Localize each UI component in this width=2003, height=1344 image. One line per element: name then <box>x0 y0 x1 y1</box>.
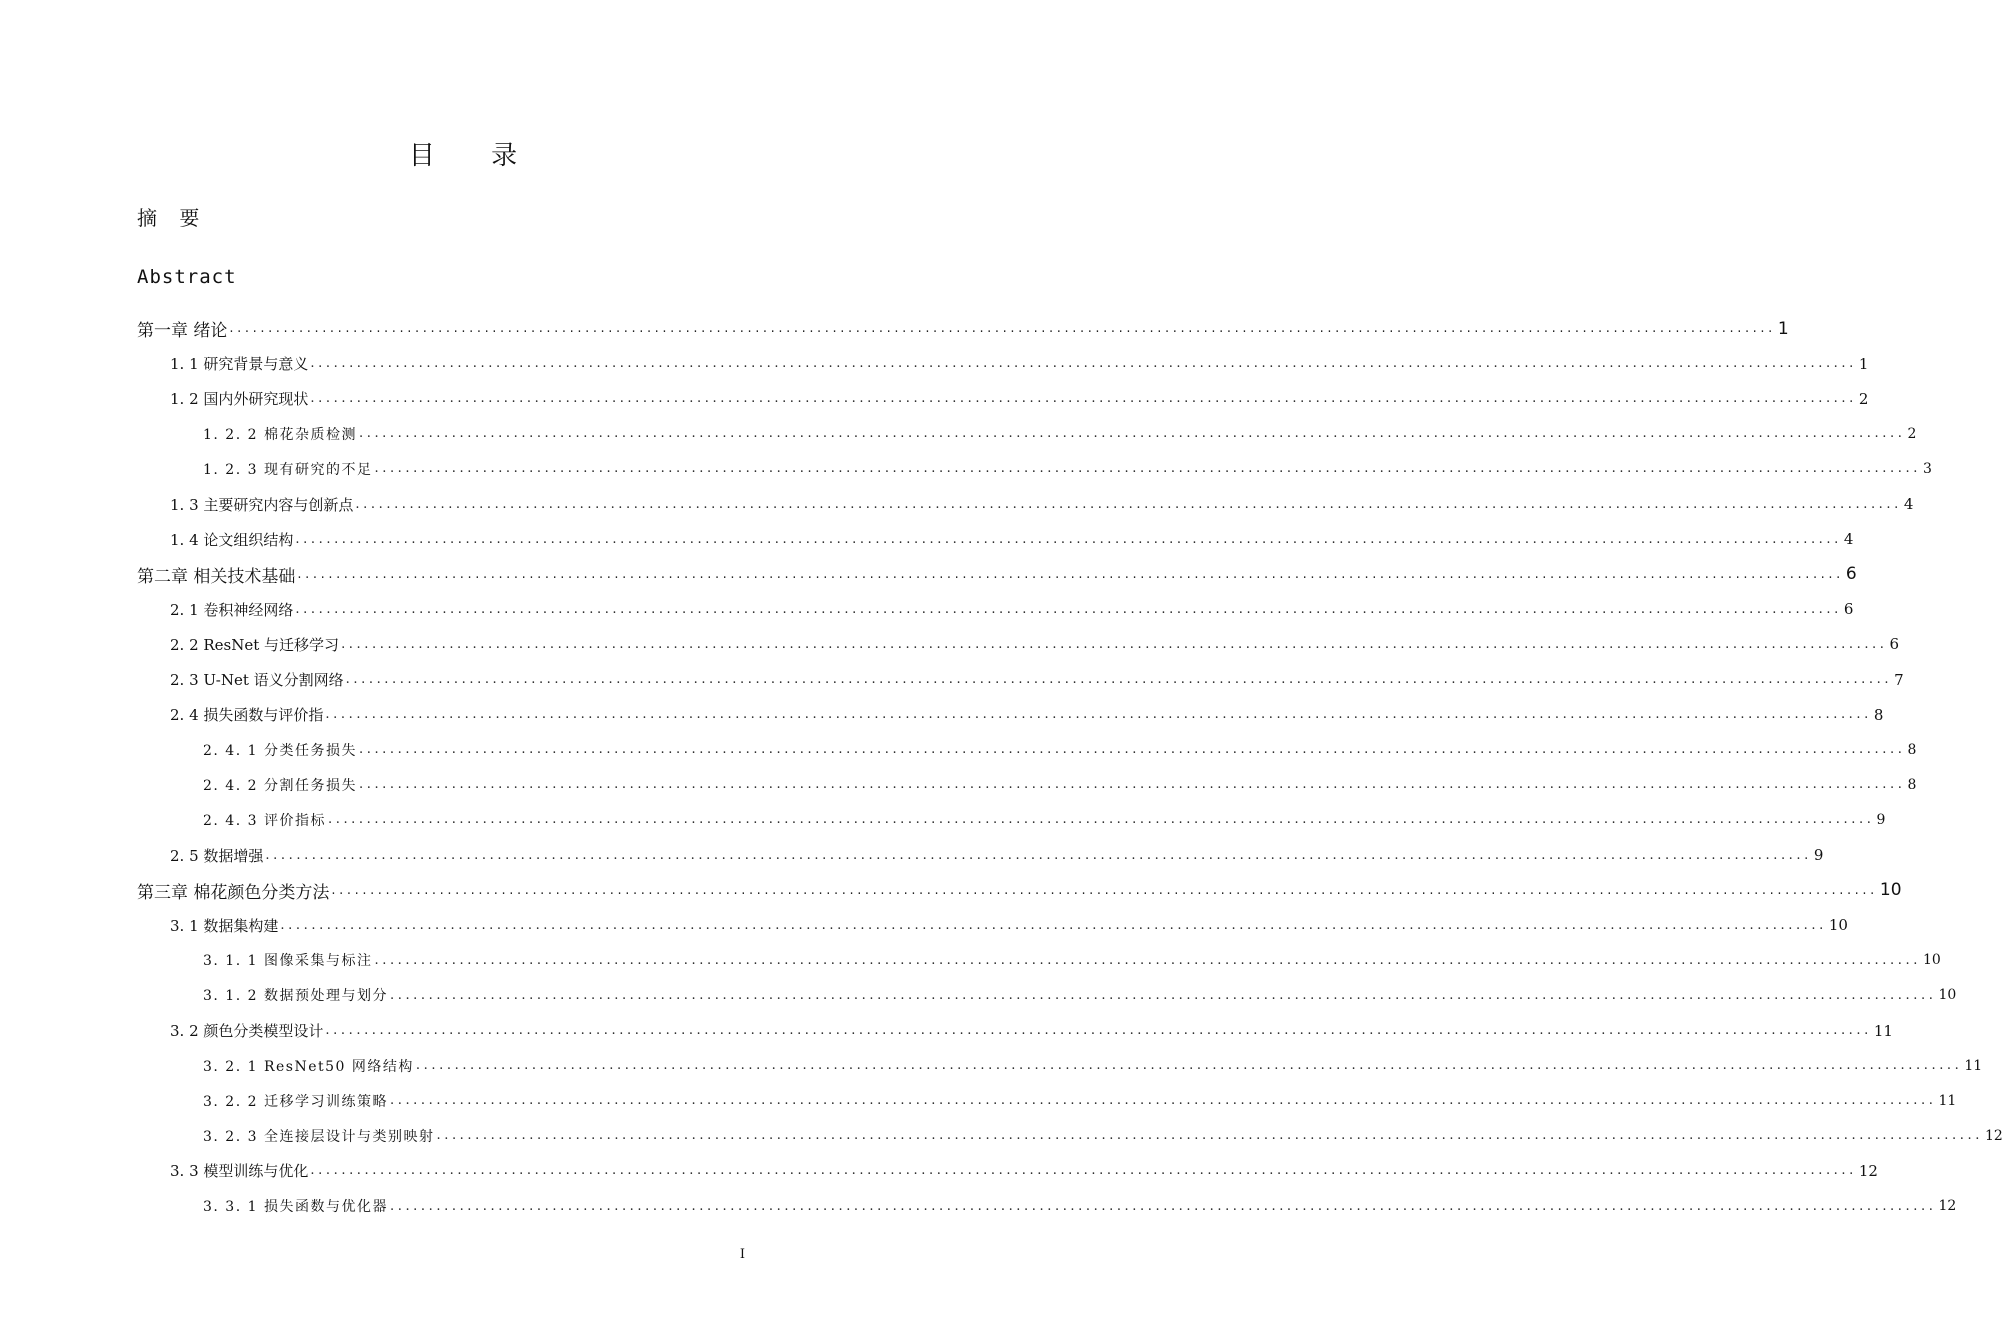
toc-entry[interactable] <box>203 802 1886 837</box>
toc-entry-label: 2. 2 ResNet 与迁移学习 <box>170 635 340 654</box>
toc-entry-label: 3. 1 数据集构建 <box>170 916 279 935</box>
toc-entry[interactable] <box>203 416 1917 451</box>
toc-leader-dots: ........................................................................................................................................................................................................ <box>327 812 1875 828</box>
toc-entry-page: 11 <box>1873 1021 1893 1040</box>
abstract-zh-heading: 摘 要 <box>137 206 208 230</box>
toc-entry-label: 3. 2. 3 全连接层设计与类别映射 <box>203 1128 435 1145</box>
toc-entry-label: 2. 1 卷积神经网络 <box>170 600 294 619</box>
page-number: I <box>739 1247 745 1262</box>
toc-leader-dots: ........................................................................................................................................................................................................ <box>295 531 1842 547</box>
toc-leader-dots: ........................................................................................................................................................................................................ <box>345 672 1893 687</box>
toc-leader-dots: ........................................................................................................................................................................................................ <box>265 847 1812 863</box>
toc-entry-label: 3. 2. 2 迁移学习训练策略 <box>203 1093 388 1110</box>
toc-leader-dots: ........................................................................................................................................................................................................ <box>310 356 1857 372</box>
toc-entry-label: 1. 4 论文组织结构 <box>170 530 294 549</box>
toc-leader-dots: ........................................................................................................................................................................................................ <box>374 952 1921 968</box>
toc-entry-page: 6 <box>1845 564 1857 585</box>
toc-entry[interactable] <box>137 311 1789 346</box>
toc-entry[interactable] <box>170 346 1869 381</box>
toc-leader-dots: ........................................................................................................................................................................................................ <box>358 777 1906 793</box>
toc-leader-dots: ........................................................................................................................................................................................................ <box>310 1163 1857 1179</box>
toc-leader-dots: ........................................................................................................................................................................................................ <box>358 742 1906 758</box>
toc-leader-dots: ........................................................................................................................................................................................................ <box>389 1093 1937 1109</box>
toc-entry-label: 3. 1. 2 数据预处理与划分 <box>203 988 388 1005</box>
toc-entry-page: 2 <box>1907 425 1917 442</box>
toc-entry-label: 2. 5 数据增强 <box>170 846 264 865</box>
toc-entry-label: 2. 4. 1 分类任务损失 <box>203 742 357 759</box>
abstract-en-heading: Abstract <box>137 266 237 288</box>
toc-title: 目 录 <box>408 141 542 171</box>
toc-leader-dots: ........................................................................................................................................................................................................ <box>297 566 1844 582</box>
toc-leader-dots: ........................................................................................................................................................................................................ <box>310 391 1857 407</box>
toc-leader-dots: ........................................................................................................................................................................................................ <box>389 987 1937 1003</box>
toc-entry-page: 12 <box>1984 1127 2003 1144</box>
toc-entry-page: 11 <box>1938 1092 1957 1109</box>
toc-leader-dots: ........................................................................................................................................................................................................ <box>280 917 1827 933</box>
toc-entry[interactable] <box>170 522 1854 557</box>
toc-entry-page: 7 <box>1894 670 1904 689</box>
toc-entry-page: 9 <box>1813 846 1824 864</box>
toc-entry-label: 2. 3 U-Net 语义分割网络 <box>170 671 344 689</box>
toc-entry[interactable] <box>203 1083 1957 1118</box>
toc-leader-dots: ........................................................................................................................................................................................................ <box>358 426 1906 442</box>
toc-entry-page: 1 <box>1777 318 1789 339</box>
toc-entry-page: 1 <box>1858 354 1869 373</box>
toc-entry-label: 第一章 绪论 <box>137 321 228 341</box>
toc-entry-page: 6 <box>1843 600 1854 619</box>
toc-entry-page: 2 <box>1858 389 1869 408</box>
toc-entry-label: 2. 4 损失函数与评价指 <box>170 706 324 725</box>
toc-entry-page: 10 <box>1938 987 1957 1004</box>
toc-leader-dots: ........................................................................................................................................................................................................ <box>229 321 1776 336</box>
toc-entry[interactable] <box>203 978 1957 1013</box>
toc-leader-dots: ........................................................................................................................................................................................................ <box>436 1128 1983 1144</box>
toc-entry[interactable] <box>170 1153 1878 1188</box>
toc-leader-dots: ........................................................................................................................................................................................................ <box>374 461 1921 477</box>
toc-leader-dots: ........................................................................................................................................................................................................ <box>325 707 1872 723</box>
toc-leader-dots: ........................................................................................................................................................................................................ <box>415 1058 1963 1074</box>
toc-entry-label: 1. 2 国内外研究现状 <box>170 390 309 409</box>
toc-entry-label: 第二章 相关技术基础 <box>137 566 296 587</box>
toc-entry[interactable] <box>170 487 1914 522</box>
toc-entry-label: 第三章 棉花颜色分类方法 <box>137 882 330 903</box>
toc-entry-label: 1. 2. 3 现有研究的不足 <box>203 461 373 478</box>
toc-entry[interactable] <box>170 381 1869 416</box>
toc-entry[interactable] <box>170 697 1884 732</box>
toc-entry-page: 11 <box>1964 1057 1983 1074</box>
toc-leader-dots: ........................................................................................................................................................................................................ <box>341 636 1888 652</box>
toc-entry[interactable] <box>170 592 1854 627</box>
toc-entry-page: 10 <box>1922 952 1941 969</box>
toc-entry-label: 3. 2. 1 ResNet50 网络结构 <box>203 1058 414 1075</box>
toc-entry-label: 1. 1 研究背景与意义 <box>170 355 309 374</box>
toc-entry[interactable] <box>203 1189 1957 1224</box>
toc-entry-page: 6 <box>1889 635 1900 654</box>
toc-entry-label: 3. 3 模型训练与优化 <box>170 1162 309 1181</box>
toc-entry[interactable] <box>170 1013 1893 1048</box>
toc-entry-label: 3. 3. 1 损失函数与优化器 <box>203 1199 388 1215</box>
toc-entry-page: 12 <box>1938 1198 1957 1214</box>
toc-entry[interactable] <box>170 838 1824 873</box>
toc-entry-page: 8 <box>1907 741 1917 758</box>
toc-entry-label: 2. 4. 3 评价指标 <box>203 812 326 829</box>
toc-leader-dots: ........................................................................................................................................................................................................ <box>325 1023 1872 1038</box>
toc-leader-dots: ........................................................................................................................................................................................................ <box>389 1198 1937 1214</box>
toc-entry[interactable] <box>137 557 1857 592</box>
toc-entry-label: 3. 1. 1 图像采集与标注 <box>203 953 373 970</box>
toc-entry[interactable] <box>137 873 1902 908</box>
toc-entry[interactable] <box>203 767 1917 802</box>
toc-entry[interactable] <box>203 451 1932 486</box>
toc-entry-page: 9 <box>1876 811 1886 828</box>
toc-entry-page: 10 <box>1828 916 1848 935</box>
toc-entry[interactable] <box>203 732 1917 767</box>
toc-entry-page: 8 <box>1873 705 1884 724</box>
toc-leader-dots: ........................................................................................................................................................................................................ <box>295 601 1842 617</box>
toc-leader-dots: ........................................................................................................................................................................................................ <box>331 882 1878 898</box>
toc-entry-label: 1. 2. 2 棉花杂质检测 <box>203 426 357 443</box>
toc-entry[interactable] <box>203 1118 2003 1153</box>
toc-entry[interactable] <box>203 1048 1983 1083</box>
toc-entry-page: 10 <box>1879 880 1902 901</box>
toc-entry-page: 3 <box>1922 460 1932 477</box>
toc-entry-page: 4 <box>1843 530 1854 549</box>
toc-entry-label: 1. 3 主要研究内容与创新点 <box>170 495 354 514</box>
toc-entry[interactable] <box>170 662 1904 697</box>
toc-entry-page: 12 <box>1858 1161 1878 1180</box>
toc-leader-dots: ........................................................................................................................................................................................................ <box>355 496 1902 512</box>
toc-entry[interactable] <box>170 908 1848 943</box>
toc-entry-page: 4 <box>1903 495 1914 513</box>
toc-entry[interactable] <box>170 627 1900 662</box>
toc-entry-label: 2. 4. 2 分割任务损失 <box>203 777 357 794</box>
toc-entry[interactable] <box>203 943 1941 978</box>
toc-entry-label: 3. 2 颜色分类模型设计 <box>170 1022 324 1040</box>
toc-entry-page: 8 <box>1907 776 1917 793</box>
